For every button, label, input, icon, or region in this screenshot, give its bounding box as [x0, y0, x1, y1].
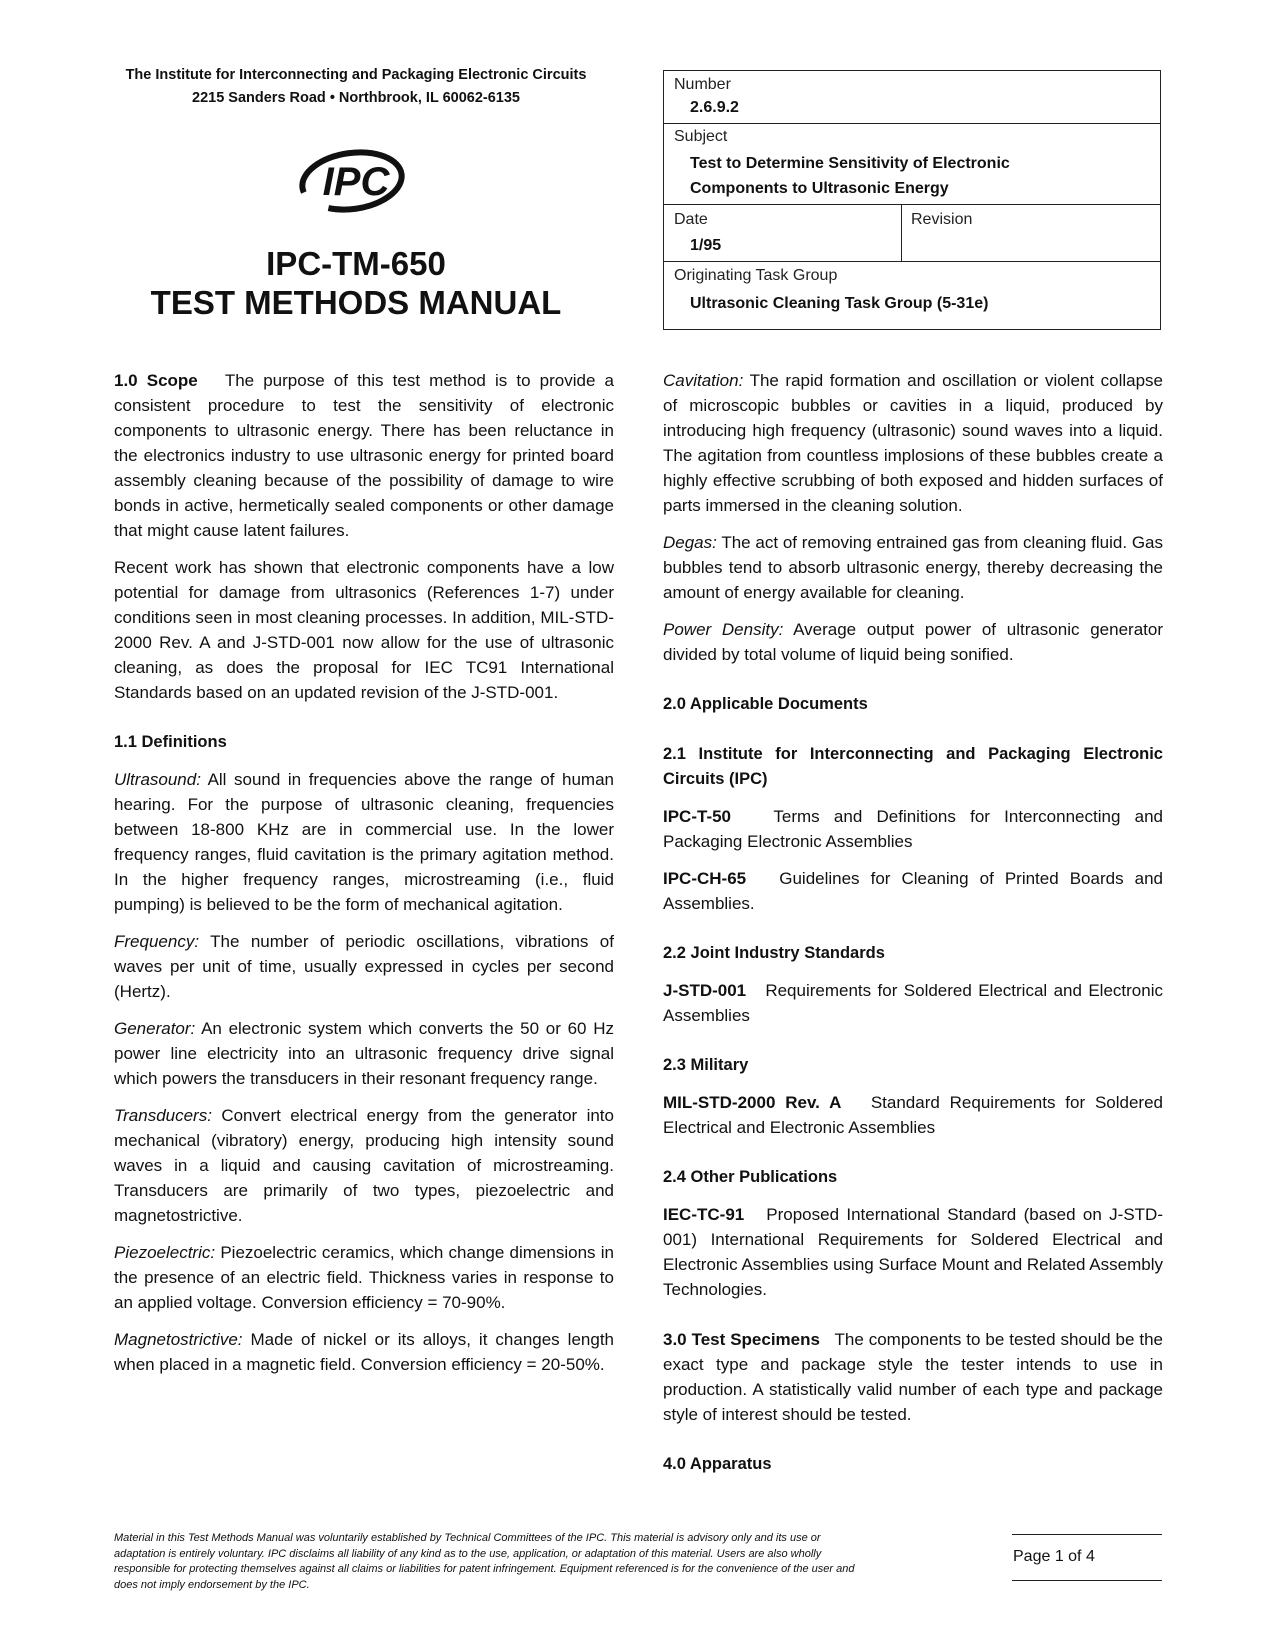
- term-generator: Generator:: [114, 1019, 196, 1038]
- term-degas: Degas:: [663, 533, 717, 552]
- title-line-1: IPC-TM-650: [266, 245, 446, 282]
- task-group-row: [664, 261, 1160, 329]
- term-transducers: Transducers:: [114, 1106, 212, 1125]
- page-number: Page 1 of 4: [1013, 1548, 1095, 1565]
- logo-text: IPC: [322, 160, 390, 204]
- definition-ultrasound: [114, 767, 614, 917]
- ultrasound-text: All sound in frequencies above the range of human hearing. For the purpose of ultrasonic cleaning, frequencies between 18-800 KHz are in commercial use. In the lower frequency ranges, fluid cavitation is the primary agitation method. In the higher frequency ranges, microstreaming (i.e., fluid pumping) is believed to be the form of mechanical agitation.: [114, 770, 614, 914]
- institute-address: 2215 Sanders Road • Northbrook, IL 60062-6135: [192, 90, 520, 106]
- subject-line-2: Components to Ultrasonic Energy: [690, 180, 949, 197]
- subject-row: [664, 123, 1160, 205]
- ref-text-mil-std-2000: Standard Requirements for Soldered Electrical and Electronic Assemblies: [663, 1093, 1164, 1137]
- ref-text-iec-tc-91: Proposed International Standard (based on J-STD-001) International Requirements for Soldered Electrical and Electronic Assemblies using Surface Mount and Related Assembly Technologies.: [663, 1205, 1163, 1299]
- ref-ipc-t-50: [663, 804, 1163, 854]
- definition-piezoelectric: [114, 1240, 614, 1315]
- ref-code-ipc-t-50: IPC-T-50: [663, 807, 732, 826]
- title-line-2: TEST METHODS MANUAL: [150, 284, 562, 321]
- other-publications-heading: 2.4 Other Publications: [663, 1168, 838, 1186]
- definitions-heading: 1.1 Definitions: [114, 733, 227, 751]
- transducers-text: Convert electrical energy from the generator into mechanical (vibratory) energy, producing high intensity sound waves in a liquid and causing cavitation of microstreaming. Transducers are primarily of two types, piezoelectric and magnetostrictive.: [114, 1106, 614, 1225]
- ref-text-ipc-t-50: Terms and Definitions for Interconnecting and Packaging Electronic Assemblies: [663, 807, 1163, 851]
- task-group-value: Ultrasonic Cleaning Task Group (5-31e): [690, 295, 989, 312]
- definition-magnetostrictive: [114, 1327, 614, 1377]
- ref-iec-tc-91: [663, 1202, 1163, 1302]
- number-value: 2.6.9.2: [690, 99, 739, 116]
- piezoelectric-text: Piezoelectric ceramics, which change dimensions in the presence of an electric field. Thickness varies in response to an applied voltage. Conversion efficiency = 70-90%.: [114, 1243, 614, 1312]
- term-cavitation: Cavitation:: [663, 371, 744, 390]
- definition-power-density: [663, 617, 1163, 667]
- subject-label: Subject: [674, 128, 728, 145]
- ref-code-mil-std-2000: MIL-STD-2000 Rev. A: [663, 1093, 842, 1112]
- ref-mil-std-2000: [663, 1090, 1163, 1140]
- term-piezoelectric: Piezoelectric:: [114, 1243, 216, 1262]
- military-heading: 2.3 Military: [663, 1056, 749, 1074]
- revision-label: Revision: [911, 211, 973, 228]
- document-info-box: [663, 70, 1161, 330]
- degas-text: The act of removing entrained gas from cleaning fluid. Gas bubbles tend to absorb ultrasonic energy, thereby decreasing the amount of energy available for cleaning.: [663, 533, 1163, 602]
- frequency-text: The number of periodic oscillations, vibrations of waves per unit of time, usually expressed in cycles per second (Hertz).: [114, 932, 614, 1001]
- ref-code-ipc-ch-65: IPC-CH-65: [663, 869, 747, 888]
- ref-j-std-001: [663, 978, 1163, 1028]
- definition-degas: [663, 530, 1163, 605]
- apparatus-heading: 4.0 Apparatus: [663, 1455, 772, 1473]
- date-revision-divider: [901, 205, 902, 261]
- manual-title: [96, 244, 616, 322]
- disclaimer-footnote: Material in this Test Methods Manual was voluntarily established by Technical Committees of the IPC. This material is advisory only and its use or adaptation is entirely voluntary. IPC disclaims all liability of any kind as to the use, application, or adaptation of this material. Users are also wholly responsible for protecting themselves against all claims or liabilities for patent infringement. Equipment referenced is for the convenience of the user and does not imply endorsement by the IPC.: [114, 1532, 855, 1591]
- definition-generator: [114, 1016, 614, 1091]
- power-density-text: Average output power of ultrasonic generator divided by total volume of liquid being sonified.: [663, 620, 1163, 664]
- term-magnetostrictive: Magnetostrictive:: [114, 1330, 243, 1349]
- number-label: Number: [674, 76, 731, 93]
- scope-heading: 1.0 Scope: [114, 371, 198, 390]
- test-specimens-heading: 3.0 Test Specimens: [663, 1330, 820, 1349]
- date-label: Date: [674, 211, 708, 228]
- ref-ipc-ch-65: [663, 866, 1163, 916]
- date-revision-row: [664, 204, 1160, 262]
- task-group-label: Originating Task Group: [674, 267, 838, 284]
- institute-name: The Institute for Interconnecting and Packaging Electronic Circuits: [125, 67, 587, 83]
- date-value: 1/95: [690, 237, 722, 254]
- page-rule-top: [1012, 1534, 1162, 1535]
- institute-header: [96, 64, 616, 110]
- test-specimens-paragraph: [663, 1327, 1163, 1427]
- cavitation-text: The rapid formation and oscillation or violent collapse of microscopic bubbles or cavities in a liquid, produced by introducing high frequency (ultrasonic) sound waves into a liquid. The agitation from countless implosions of these bubbles create a highly effective scrubbing of both exposed and hidden surfaces of parts immersed in the cleaning solution.: [663, 371, 1163, 515]
- ipc-section-heading: 2.1 Institute for Interconnecting and Packaging Electronic Circuits (IPC): [663, 745, 1163, 788]
- joint-standards-heading: 2.2 Joint Industry Standards: [663, 944, 885, 962]
- ref-text-ipc-ch-65: Guidelines for Cleaning of Printed Boards and Assemblies.: [663, 869, 1163, 913]
- term-frequency: Frequency:: [114, 932, 200, 951]
- definition-transducers: [114, 1103, 614, 1228]
- definition-cavitation: [663, 368, 1163, 518]
- generator-text: An electronic system which converts the 50 or 60 Hz power line electricity into an ultrasonic frequency drive signal which powers the transducers in their resonant frequency range.: [114, 1019, 614, 1088]
- subject-value: [690, 151, 1010, 201]
- ref-code-iec-tc-91: IEC-TC-91: [663, 1205, 745, 1224]
- recent-work-paragraph: Recent work has shown that electronic components have a low potential for damage from ultrasonics (References 1-7) under conditions seen in most cleaning processes. In addition, MIL-STD-2000 Rev. A and J-STD-001 now allow for the use of ultrasonic cleaning, as does the proposal for IEC TC91 International Standards based on an updated revision of the J-STD-001.: [114, 558, 614, 702]
- test-specimens-text: The components to be tested should be the exact type and package style the tester intends to use in production. A statistically valid number of each type and package style of interest should be tested.: [663, 1330, 1163, 1424]
- subject-line-1: Test to Determine Sensitivity of Electronic: [690, 155, 1010, 172]
- right-column: [663, 368, 1163, 1489]
- ref-text-j-std-001: Requirements for Soldered Electrical and Electronic Assemblies: [663, 981, 1163, 1025]
- ref-code-j-std-001: J-STD-001: [663, 981, 747, 1000]
- magnetostrictive-text: Made of nickel or its alloys, it changes length when placed in a magnetic field. Conversion efficiency = 20-50%.: [114, 1330, 614, 1374]
- left-column: [114, 368, 614, 1389]
- definition-frequency: [114, 929, 614, 1004]
- term-ultrasound: Ultrasound:: [114, 770, 201, 789]
- scope-paragraph: [114, 368, 614, 543]
- page-rule-bottom: [1012, 1580, 1162, 1581]
- ipc-logo: [296, 146, 416, 216]
- applicable-documents-heading: 2.0 Applicable Documents: [663, 695, 868, 713]
- term-power-density: Power Density:: [663, 620, 784, 639]
- scope-text: The purpose of this test method is to provide a consistent procedure to test the sensitivity of electronic components to ultrasonic energy. There has been reluctance in the electronics industry to use ultrasonic energy for printed board assembly cleaning because of the possibility of damage to wire bonds in active, hermetically sealed components or other damage that might cause latent failures.: [114, 371, 614, 540]
